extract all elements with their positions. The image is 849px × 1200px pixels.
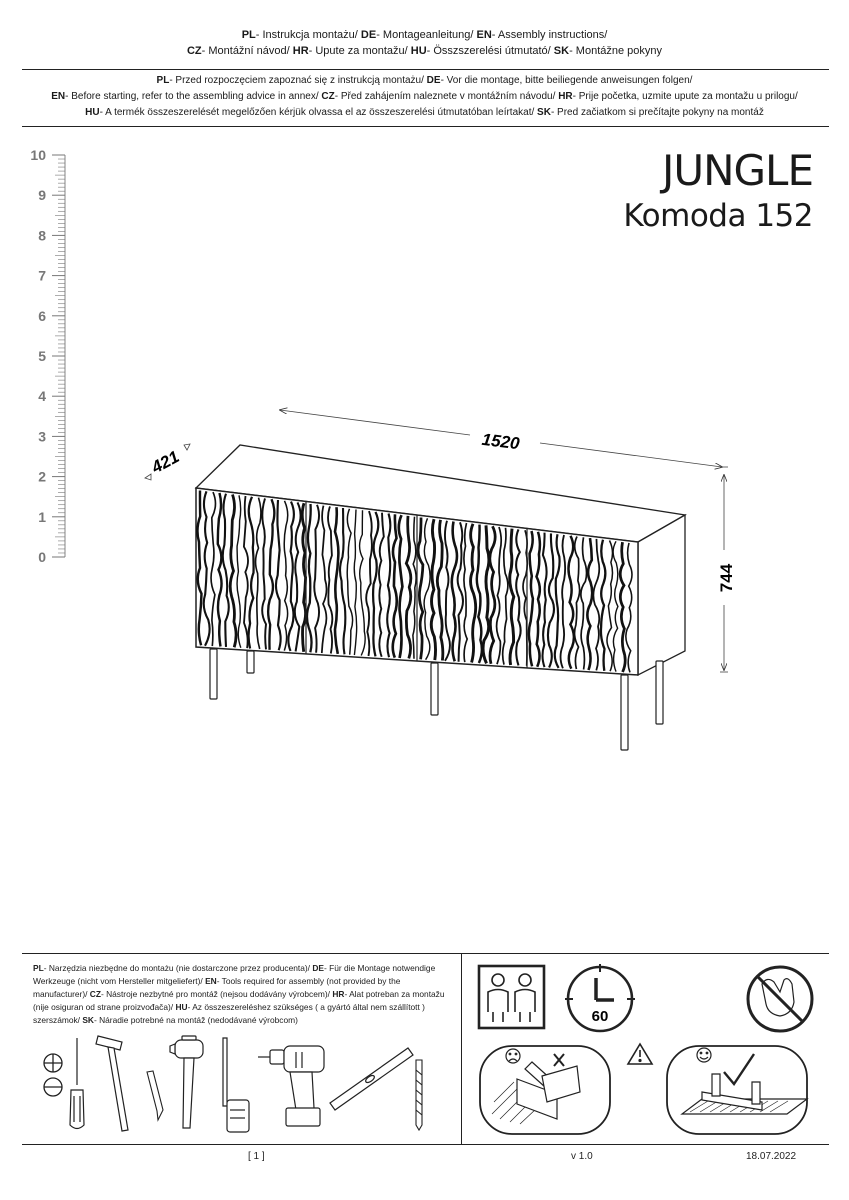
language-code: PL — [33, 963, 44, 973]
screwdriver-head-icon — [44, 1054, 62, 1096]
language-text: - Tools required for assembly (not provided by the manufacturer)/ — [33, 976, 401, 999]
tools-description — [33, 962, 453, 1027]
notice-divider — [22, 126, 829, 127]
language-text: - Összszerelési útmutató/ — [426, 45, 554, 57]
ruler-label: 3 — [38, 428, 46, 445]
language-text: - Upute za montažu/ — [308, 45, 411, 57]
language-text: - Przed rozpoczęciem zapoznać się z instrukcją montażu/ — [169, 75, 427, 86]
cabinet-drawing — [130, 395, 750, 765]
height-dimension-label: 744 — [717, 563, 736, 593]
document-version: v 1.0 — [571, 1151, 593, 1162]
hammer-icon — [96, 1036, 128, 1131]
language-code: PL — [156, 75, 170, 86]
scale-ruler — [20, 140, 80, 570]
notice-line-3 — [0, 105, 849, 121]
language-code: HR — [558, 91, 573, 102]
language-code: SK — [537, 107, 551, 118]
language-text: - Vor die montage, bitte beiliegende anweisungen folgen/ — [440, 75, 693, 86]
language-text: - Nástroje nezbytné pro montáž (nejsou dodávány výrobcem)/ — [100, 989, 333, 999]
language-text: - Before starting, refer to the assembling advice in annex/ — [65, 91, 322, 102]
info-icons — [462, 954, 829, 1144]
language-code: EN — [51, 91, 66, 102]
ruler-label: 10 — [30, 147, 46, 163]
document-date: 18.07.2022 — [746, 1151, 797, 1162]
ruler-label: 8 — [38, 227, 46, 244]
language-code: HU — [85, 107, 100, 118]
language-text: - Montageanleitung/ — [376, 29, 477, 41]
language-code: HR — [332, 989, 345, 999]
language-text: - Před zahájením naleznete v montážním návodu/ — [334, 91, 559, 102]
mallet-icon — [170, 1036, 203, 1128]
language-code: CZ — [186, 45, 202, 57]
language-text: - Für die Montage notwendige Werkzeuge (nicht vom Hersteller mitgeliefert)/ — [33, 963, 436, 986]
language-text: - Narzędzia niezbędne do montażu (nie dostarczone przez producenta)/ — [43, 963, 313, 973]
language-text: - Az összeszereléshez szükséges ( a gyártó által nem szállított ) szerszámok/ — [33, 1002, 425, 1025]
correct-assembly-icon — [667, 1046, 807, 1134]
ruler-label: 9 — [38, 187, 46, 204]
language-code: HR — [292, 45, 309, 57]
header-line-1 — [0, 27, 849, 43]
ruler-label: 1 — [38, 508, 46, 525]
assembly-time: 60 — [591, 1008, 609, 1025]
language-text: - Alat potreban za montažu (nije osiguran od strane proizvođača)/ — [33, 989, 445, 1012]
width-dimension-line — [280, 410, 470, 435]
language-text: - Instrukcja montażu/ — [255, 29, 361, 41]
page-number: [ 1 ] — [248, 1151, 265, 1162]
drill-icon — [258, 1046, 324, 1126]
language-code: SK — [82, 1015, 94, 1025]
width-dimension-label: 1520 — [480, 429, 521, 454]
screwdriver-icon — [70, 1038, 84, 1129]
language-text: - Pred začiatkom si prečítajte pokyny na montáž — [550, 107, 764, 118]
language-text: - A termék összeszerelését megelőzően kérjük olvassa el az összeszerelési útmutatóban leírtakat/ — [99, 107, 538, 118]
warning-icon — [628, 1044, 652, 1064]
two-person-icon — [479, 966, 544, 1028]
drill-bit-icon — [416, 1060, 422, 1130]
ruler-label: 5 — [38, 348, 46, 364]
product-model: Komoda 152 — [623, 198, 813, 234]
language-code: EN — [476, 29, 492, 41]
language-code: DE — [426, 75, 441, 86]
language-code: CZ — [321, 91, 335, 102]
language-text: - Montážní návod/ — [201, 45, 293, 57]
language-code: CZ — [89, 989, 101, 999]
tool-icons — [30, 1030, 450, 1140]
ruler-label: 2 — [38, 468, 46, 485]
product-series: JUNGLE — [661, 146, 813, 195]
cabinet-side — [638, 515, 685, 675]
language-code: SK — [553, 45, 570, 57]
depth-arrow-icon — [145, 474, 151, 480]
language-code: PL — [241, 29, 256, 41]
ruler-label: 0 — [38, 549, 46, 565]
header-divider — [22, 69, 829, 70]
spirit-level-icon — [330, 1048, 413, 1110]
language-code: HU — [410, 45, 427, 57]
depth-dimension-label: 421 — [148, 447, 183, 478]
tools-divider-bottom — [22, 1144, 829, 1145]
language-text: - Assembly instructions/ — [491, 29, 608, 41]
notice-line-2 — [0, 89, 849, 105]
language-code: HU — [175, 1002, 188, 1012]
pencil-icon — [147, 1071, 163, 1120]
header-line-2 — [0, 43, 849, 59]
ruler-label: 4 — [38, 388, 46, 405]
ruler-label: 7 — [38, 267, 46, 284]
language-code: DE — [312, 963, 324, 973]
allen-key-icon — [223, 1038, 249, 1132]
ruler-label: 6 — [38, 307, 46, 324]
language-text: - Montážne pokyny — [569, 45, 663, 57]
no-children-icon — [748, 967, 812, 1031]
notice-line-1 — [0, 73, 849, 89]
language-text: - Prije početka, uzmite upute za montažu u prilogu/ — [572, 91, 798, 102]
wrong-assembly-icon — [480, 1046, 610, 1134]
width-dimension-line — [540, 443, 722, 467]
depth-arrow-icon — [184, 444, 190, 450]
language-text: - Náradie potrebné na montáž (nedodávané výrobcom) — [93, 1015, 298, 1025]
language-code: DE — [360, 29, 377, 41]
language-code: EN — [205, 976, 217, 986]
